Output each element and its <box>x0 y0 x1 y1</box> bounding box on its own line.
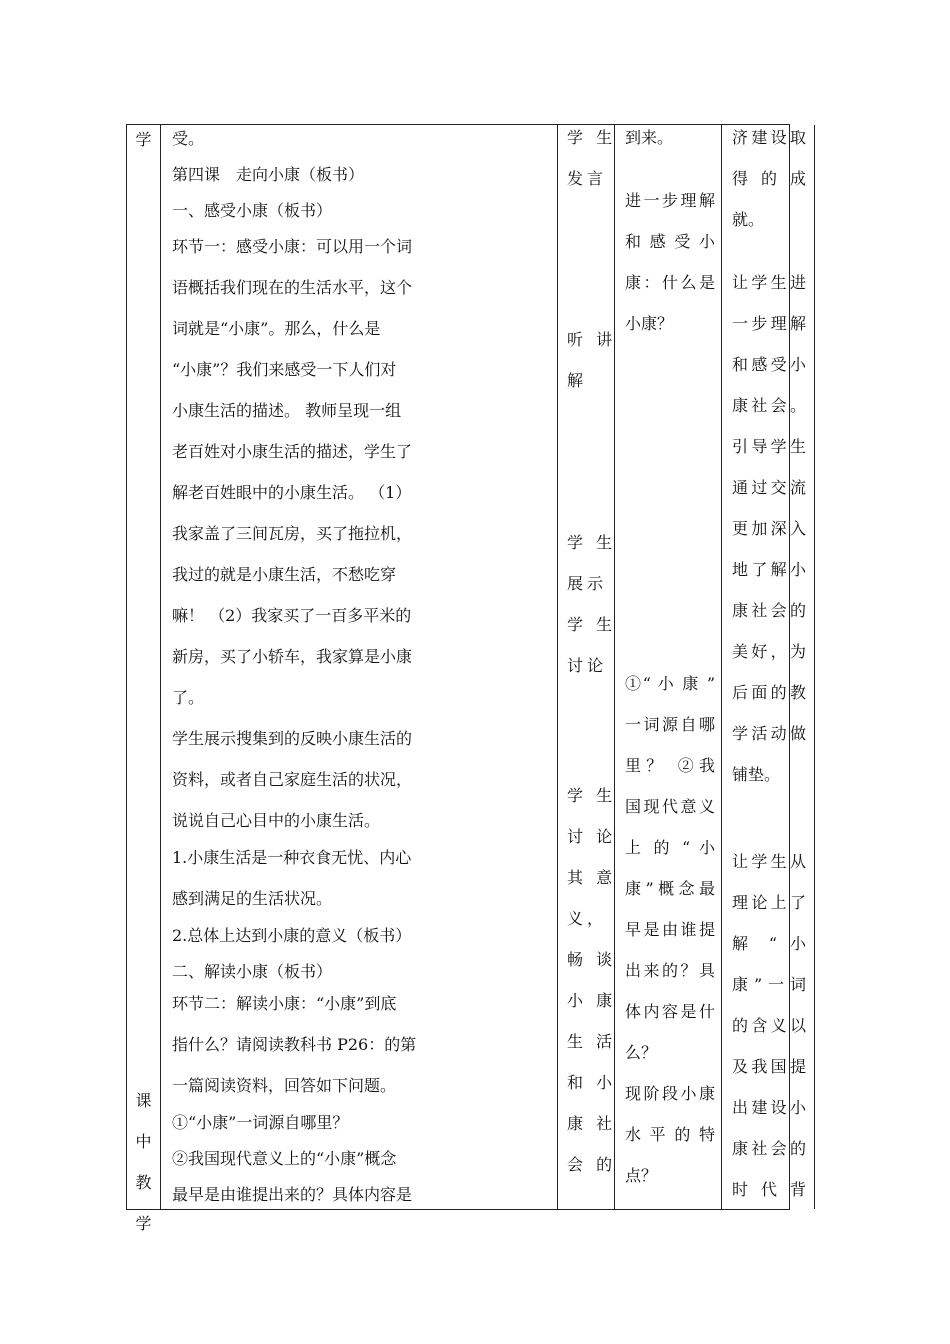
purpose-line: 康社会。 <box>732 396 806 415</box>
question-line: 一词源自哪 <box>625 715 715 734</box>
notes-column <box>814 125 916 1209</box>
purpose-line: 解 “ 小 <box>732 934 806 953</box>
purpose-group <box>732 262 806 795</box>
content-line: 新房，买了小轿车，我家算是小康 <box>172 647 413 666</box>
student-line: 讨论 <box>567 656 608 675</box>
student-line: 和 小 <box>567 1073 617 1092</box>
purpose-line: 出建设小 <box>732 1098 806 1117</box>
content-line: 语概括我们现在的生活水平，这个 <box>172 278 413 297</box>
content-line: 老百姓对小康生活的描述，学生了 <box>172 442 413 461</box>
content-line: 小康生活的描述。 教师呈现一组 <box>172 401 402 420</box>
content-line: 解老百姓眼中的小康生活。 （1） <box>172 483 412 502</box>
purpose-line: 让学生进 <box>732 273 806 292</box>
purpose-line: 的含义以 <box>732 1016 806 1035</box>
content-line: 指什么？请阅读教科书 P26：的第 <box>172 1035 417 1054</box>
purpose-line: 和感受小 <box>732 355 806 374</box>
purpose-line: 及我国提 <box>732 1057 806 1076</box>
student-line: 展示 <box>567 574 608 593</box>
content-line: 最早是由谁提出来的？具体内容是 <box>172 1185 413 1204</box>
content-line: 我过的就是小康生活，不愁吃穿 <box>172 565 397 584</box>
content-block-heading <box>172 121 550 229</box>
content-line: 了。 <box>172 688 205 707</box>
content-line: 2.总体上达到小康的意义（板书） <box>172 926 412 945</box>
stage-column <box>127 125 160 1233</box>
student-line: 生 活 <box>567 1032 617 1051</box>
student-activity-column <box>557 125 617 1209</box>
purpose-column <box>721 125 814 1209</box>
question-line: 国现代意义 <box>625 797 715 816</box>
question-line: ①“ 小 康 ” <box>625 674 715 693</box>
question-line: 早是由谁提 <box>625 920 715 939</box>
stage-char: 中 <box>135 1132 152 1151</box>
content-block-activity-two <box>172 983 550 1106</box>
purpose-line: 铺垫。 <box>732 765 781 784</box>
stage-char: 教 <box>135 1173 152 1192</box>
purpose-line: 时 代 背 <box>732 1180 806 1199</box>
question-line: 到来。 <box>625 128 674 147</box>
question-line: 点？ <box>625 1166 658 1185</box>
content-line: ①“小康”一词源自哪里？ <box>172 1113 349 1132</box>
purpose-line: 后面的教 <box>732 683 806 702</box>
content-block-activity-one <box>172 226 550 841</box>
content-line: 1.小康生活是一种衣食无忧、内心 <box>172 848 412 867</box>
purpose-line: 康”一词 <box>732 975 806 994</box>
student-line: 康 社 <box>567 1114 617 1133</box>
content-line: 一篇阅读资料，回答如下问题。 <box>172 1076 397 1095</box>
purpose-line: 康社会的 <box>732 601 806 620</box>
content-line: 资料，或者自己家庭生活的状况， <box>172 770 413 789</box>
purpose-group <box>732 841 806 1210</box>
student-line: 学 生 <box>567 786 617 805</box>
question-line: 小康？ <box>625 314 674 333</box>
content-block-point-two <box>172 918 550 990</box>
teaching-content-column <box>160 125 557 1209</box>
question-line: 么？ <box>625 1043 658 1062</box>
student-line: 学 生 <box>567 615 617 634</box>
student-line: 发言 <box>567 169 608 188</box>
content-line: 我家盖了三间瓦房，买了拖拉机， <box>172 524 413 543</box>
stage-char: 学 <box>135 1214 152 1233</box>
purpose-line: 康社会的 <box>732 1139 806 1158</box>
lesson-plan-table <box>126 124 806 1233</box>
content-line: 学生展示搜集到的反映小康生活的 <box>172 729 413 748</box>
student-activity-group <box>567 319 617 401</box>
question-line: 康：什么是 <box>625 273 715 292</box>
section-heading: 二、解读小康（板书） <box>172 962 333 981</box>
student-line: 小 康 <box>567 991 617 1010</box>
student-activity-group <box>567 117 617 199</box>
questions-column <box>614 125 721 1209</box>
question-line: 和 感 受 小 <box>625 232 715 251</box>
stage-char: 课 <box>135 1091 152 1110</box>
question-line: 体内容是什 <box>625 1002 715 1021</box>
question-line: 里？ ②我 <box>625 756 715 775</box>
stage-top-char <box>127 119 160 160</box>
purpose-line: 地了解小 <box>732 560 806 579</box>
lesson-title: 第四课 走向小康（板书） <box>172 165 365 184</box>
questions-group <box>625 180 715 344</box>
student-line: 会 的 <box>567 1155 617 1174</box>
purpose-line: 让学生从 <box>732 852 806 871</box>
purpose-line: 美好，为 <box>732 642 806 661</box>
content-line: 说说自己心目中的小康生活。 <box>172 811 381 830</box>
stage-label <box>127 1080 160 1244</box>
purpose-line: 济建设取 <box>732 128 806 147</box>
purpose-line: 更加深入 <box>732 519 806 538</box>
question-line: 水 平 的 特 <box>625 1125 715 1144</box>
questions-group <box>625 663 715 1196</box>
questions-group <box>625 117 715 158</box>
question-line: 上 的 “ 小 <box>625 838 715 857</box>
student-line: 学 生 <box>567 128 617 147</box>
purpose-group <box>732 117 806 240</box>
content-block-questions <box>172 1105 550 1213</box>
content-line: 嘛！ （2）我家买了一百多平米的 <box>172 606 412 625</box>
question-line: 康”概念最 <box>625 879 715 898</box>
student-line: 学 生 <box>567 533 617 552</box>
purpose-line: 学活动做 <box>732 724 806 743</box>
content-block-point-one <box>172 837 550 919</box>
student-activity-group <box>567 522 617 686</box>
student-line: 讨 论 <box>567 827 617 846</box>
content-line: 词就是“小康”。那么，什么是 <box>172 319 381 338</box>
content-line: ②我国现代意义上的“小康”概念 <box>172 1149 397 1168</box>
student-line: 其 意 <box>567 868 617 887</box>
section-heading: 一、感受小康（板书） <box>172 201 333 220</box>
content-line: 环节二：解读小康：“小康”到底 <box>172 994 397 1013</box>
stage-char: 学 <box>135 130 152 149</box>
question-line: 进一步理解 <box>625 191 715 210</box>
question-line: 现阶段小康 <box>625 1084 715 1103</box>
student-line: 畅 谈 <box>567 950 617 969</box>
student-activity-group <box>567 775 617 1185</box>
content-line: 感到满足的生活状况。 <box>172 889 333 908</box>
content-line: “小康”？我们来感受一下人们对 <box>172 360 397 379</box>
student-line: 听 讲 <box>567 330 617 349</box>
question-line: 出来的？具 <box>625 961 715 980</box>
content-line: 受。 <box>172 129 205 148</box>
student-line: 解 <box>567 371 588 390</box>
purpose-line: 就。 <box>732 210 765 229</box>
student-line: 义， <box>567 909 608 928</box>
purpose-line: 一步理解 <box>732 314 806 333</box>
purpose-line: 得 的 成 <box>732 169 806 188</box>
purpose-line: 通过交流 <box>732 478 806 497</box>
content-line: 环节一：感受小康：可以用一个词 <box>172 237 413 256</box>
purpose-line: 引导学生 <box>732 437 806 456</box>
purpose-line: 理论上了 <box>732 893 806 912</box>
